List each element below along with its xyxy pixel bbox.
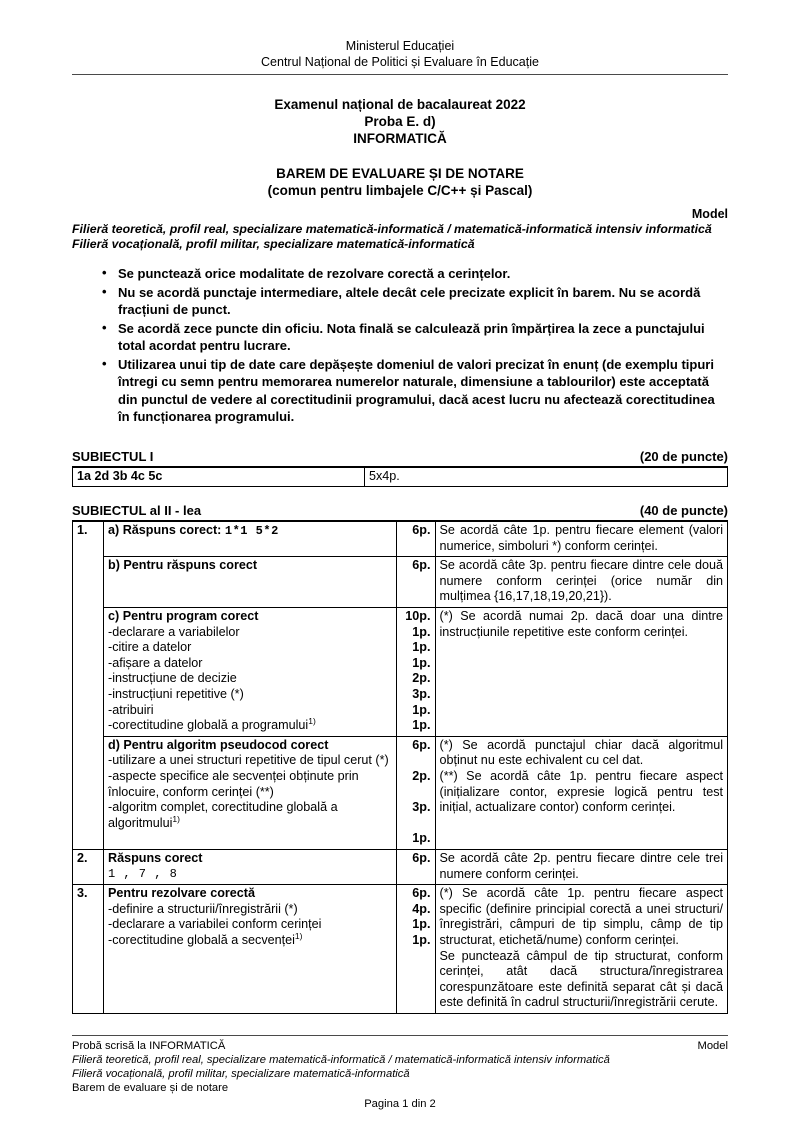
subject1-heading-row xyxy=(72,449,728,467)
rule-item: • Nu se acordă punctaje intermediare, altele decât cele precizate explicit în barem. Nu se acordă fracțiuni de punct. xyxy=(118,284,728,319)
criterion-title: a) Răspuns corect: xyxy=(108,523,222,538)
criterion-subpoints: 1p. xyxy=(412,702,431,717)
criterion-subpoints: 4p. xyxy=(412,901,431,916)
barem-heading: BAREM DE EVALUARE ȘI DE NOTARE xyxy=(276,166,524,181)
criterion-title: d) Pentru algoritm pseudocod corect xyxy=(108,737,329,752)
criterion-subpoints: 1p. xyxy=(412,655,431,670)
footer-barem-label: Barem de evaluare și de notare xyxy=(72,1082,229,1094)
exam-title-block xyxy=(72,96,728,147)
footer-filiera-1: Filieră teoretică, profil real, specializare matematică-informatică / matematică-informatică intensiv informatică xyxy=(72,1054,610,1066)
subject1-title: SUBIECTUL I xyxy=(72,448,154,464)
filiera-line-1: Filieră teoretică, profil real, specializare matematică-informatică / matematică-informatică intensiv informatică xyxy=(72,222,712,236)
criterion-subpoints: 1p. xyxy=(412,831,431,846)
footnote-marker: 1) xyxy=(294,930,303,941)
criterion-text xyxy=(104,608,397,737)
row-number-continuation xyxy=(73,557,104,608)
footnote-marker: 1) xyxy=(172,813,180,824)
exam-subject: INFORMATICĂ xyxy=(353,131,447,146)
row-number-continuation xyxy=(73,736,104,849)
criterion-observation xyxy=(435,736,728,849)
criterion-subpoints: 1p. xyxy=(412,718,431,733)
table-row xyxy=(73,736,728,849)
criterion-subpoints: 2p. xyxy=(412,769,431,783)
criterion-subline: -instrucțiuni repetitive (*) xyxy=(108,687,244,702)
criterion-subline xyxy=(108,930,392,949)
criterion-subline-label: -corectitudine globală a programului xyxy=(108,718,309,733)
criterion-title: c) Pentru program corect xyxy=(108,609,259,624)
criterion-title: Răspuns corect xyxy=(108,850,203,865)
row-number-continuation xyxy=(73,608,104,737)
criterion-subline: -aspecte specifice ale secvenței obținute prin înlocuire, conform cerinței (**) xyxy=(108,769,359,799)
footer-top-row xyxy=(72,1039,728,1053)
criterion-subpoints: 1p. xyxy=(412,640,431,655)
criterion-subpoints: 1p. xyxy=(412,624,431,639)
criterion-subline: -declarare a variabilei conform cerinței xyxy=(108,917,322,932)
row-number: 2. xyxy=(73,849,104,884)
header-divider xyxy=(72,74,728,75)
criterion-observation: (*) Se acordă numai 2p. dacă doar una dintre instrucțiunile repetitive este conform cerinței. xyxy=(435,608,728,737)
criterion-subline: -instrucțiune de decizie xyxy=(108,671,237,686)
criterion-subline xyxy=(108,718,392,734)
exam-name: Examenul național de bacalaureat 2022 xyxy=(274,97,526,112)
criterion-observation: Se acordă câte 2p. pentru fiecare dintre cele trei numere conform cerinței. xyxy=(435,849,728,884)
table-row xyxy=(73,885,728,1014)
criterion-text xyxy=(104,885,397,1014)
criterion-subline: -utilizare a unei structuri repetitive de tipul cerut (*) xyxy=(108,753,389,768)
institution-header xyxy=(72,38,728,70)
center-line: Centrul Național de Politici și Evaluare în Educație xyxy=(261,55,539,69)
criterion-observation xyxy=(435,885,728,1014)
criterion-points xyxy=(396,736,435,849)
filiera-line-2: Filieră vocațională, profil militar, specializare matematică-informatică xyxy=(72,236,475,251)
row-number: 3. xyxy=(73,885,104,1014)
document-content xyxy=(72,38,728,1014)
criterion-subline: -citire a datelor xyxy=(108,640,192,655)
criterion-answer-mono: 1*1 5*2 xyxy=(224,524,279,539)
table-row xyxy=(73,557,728,608)
subject1-scoring-cell: 5x4p. xyxy=(365,467,728,487)
criterion-subline-label: -algoritm complet, corectitudine globală a algoritmului xyxy=(108,800,338,830)
criterion-subpoints: 1p. xyxy=(412,917,431,932)
page-footer xyxy=(72,1035,728,1111)
subject1-table xyxy=(72,467,728,488)
rule-item: • Utilizarea unui tip de date care depășește domeniul de valori precizat în enunț (de exemplu tipuri întregi cu semn pentru memorarea numerelor naturale, dimensiune a tablourilor) este acceptată din punctul de vedere al corectitudinii programului, dacă acest lucru nu afectează corectitudinea în funcționarea programului. xyxy=(118,356,728,426)
rule-item: • Se acordă zece puncte din oficiu. Nota finală se calculează prin împărțirea la zece a punctajului total acordat pentru lucrare. xyxy=(118,320,728,355)
subject1-points: (20 de puncte) xyxy=(639,448,728,464)
criterion-title: Pentru rezolvare corectă xyxy=(108,886,255,901)
subject1-answers-cell: 1a 2d 3b 4c 5c xyxy=(73,467,365,487)
criterion-subpoints: 3p. xyxy=(412,800,431,815)
subject2-heading-row xyxy=(72,503,728,521)
criterion-text xyxy=(104,736,397,849)
subject2-title: SUBIECTUL al II - lea xyxy=(72,503,202,519)
footer-page-number: Pagina 1 din 2 xyxy=(364,1098,436,1110)
footer-divider xyxy=(72,1035,728,1036)
table-row xyxy=(73,608,728,737)
criterion-subpoints: 3p. xyxy=(412,687,431,702)
barem-title-block xyxy=(72,165,728,199)
model-label: Model xyxy=(691,207,728,221)
criterion-points-total: 6p. xyxy=(412,886,431,901)
criterion-text xyxy=(104,849,397,884)
ministry-line: Ministerul Educației xyxy=(345,39,455,53)
subject2-table xyxy=(72,521,728,1014)
criterion-points xyxy=(396,608,435,737)
criterion-subline-label: -corectitudine globală a secvenței xyxy=(108,932,295,947)
footnote-marker: 1) xyxy=(308,716,316,727)
table-row xyxy=(73,522,728,557)
footer-exam-label: Probă scrisă la INFORMATICĂ xyxy=(72,1040,226,1052)
criterion-observation-1: (*) Se acordă câte 1p. pentru fiecare aspect specific (definire principial corectă a unei structuri/înregistrări, câmpuri de tip simplu, câmp de tip structurat, etichetă/nume) conform cerinței. xyxy=(439,886,723,947)
criterion-points: 6p. xyxy=(396,849,435,884)
criterion-subpoints: 2p. xyxy=(412,671,431,686)
criterion-subline xyxy=(108,800,392,831)
barem-common-note: (comun pentru limbajele C/C++ și Pascal) xyxy=(267,183,533,198)
criterion-observation-2: (**) Se acordă câte 1p. pentru fiecare aspect (inițializare contor, expresie logică pentru test inițial, actualizare contor) conform cerinței. xyxy=(439,769,723,815)
criterion-subline: -declarare a variabilelor xyxy=(108,624,240,639)
row-number: 1. xyxy=(73,522,104,557)
criterion-observation-1: (*) Se acordă punctajul chiar dacă algoritmul obținut nu este echivalent cu cel dat. xyxy=(439,737,723,768)
criterion-text: b) Pentru răspuns corect xyxy=(104,557,397,608)
criterion-subpoints: 1p. xyxy=(412,932,431,947)
table-row xyxy=(73,467,728,487)
criterion-observation: Se acordă câte 3p. pentru fiecare dintre cele două numere conform cerinței (orice număr din mulțimea {16,17,18,19,20,21}). xyxy=(435,557,728,608)
criterion-observation-2: Se punctează câmpul de tip structurat, conform cerinței, atât dacă structura/înregistrarea corespunzătoare este definită separat cât și dacă este definită în cadrul structurii/înregistrării cerute. xyxy=(439,948,723,1010)
criterion-subline: -atribuiri xyxy=(108,702,154,717)
footer-filiera-2: Filieră vocațională, profil militar, specializare matematică-informatică xyxy=(72,1068,410,1080)
general-rules-list xyxy=(72,265,728,426)
subject2-points: (40 de puncte) xyxy=(639,503,728,519)
rule-item: • Se punctează orice modalitate de rezolvare corectă a cerințelor. xyxy=(118,265,728,283)
criterion-observation: Se acordă câte 1p. pentru fiecare element (valori numerice, simboluri *) conform cerinței. xyxy=(435,522,728,557)
criterion-subline: -afișare a datelor xyxy=(108,655,203,670)
criterion-points xyxy=(396,885,435,1014)
criterion-text xyxy=(104,522,397,557)
table-row xyxy=(73,849,728,884)
criterion-points-total: 6p. xyxy=(412,737,431,752)
criterion-answer-mono: 1 , 7 , 8 xyxy=(108,866,178,881)
footer-model-label: Model xyxy=(697,1040,728,1052)
criterion-points: 6p. xyxy=(396,557,435,608)
exam-proba: Proba E. d) xyxy=(364,114,436,129)
criterion-points: 6p. xyxy=(396,522,435,557)
criterion-subline: -definire a structurii/înregistrării (*) xyxy=(108,901,298,916)
criterion-points-total: 10p. xyxy=(405,609,431,624)
